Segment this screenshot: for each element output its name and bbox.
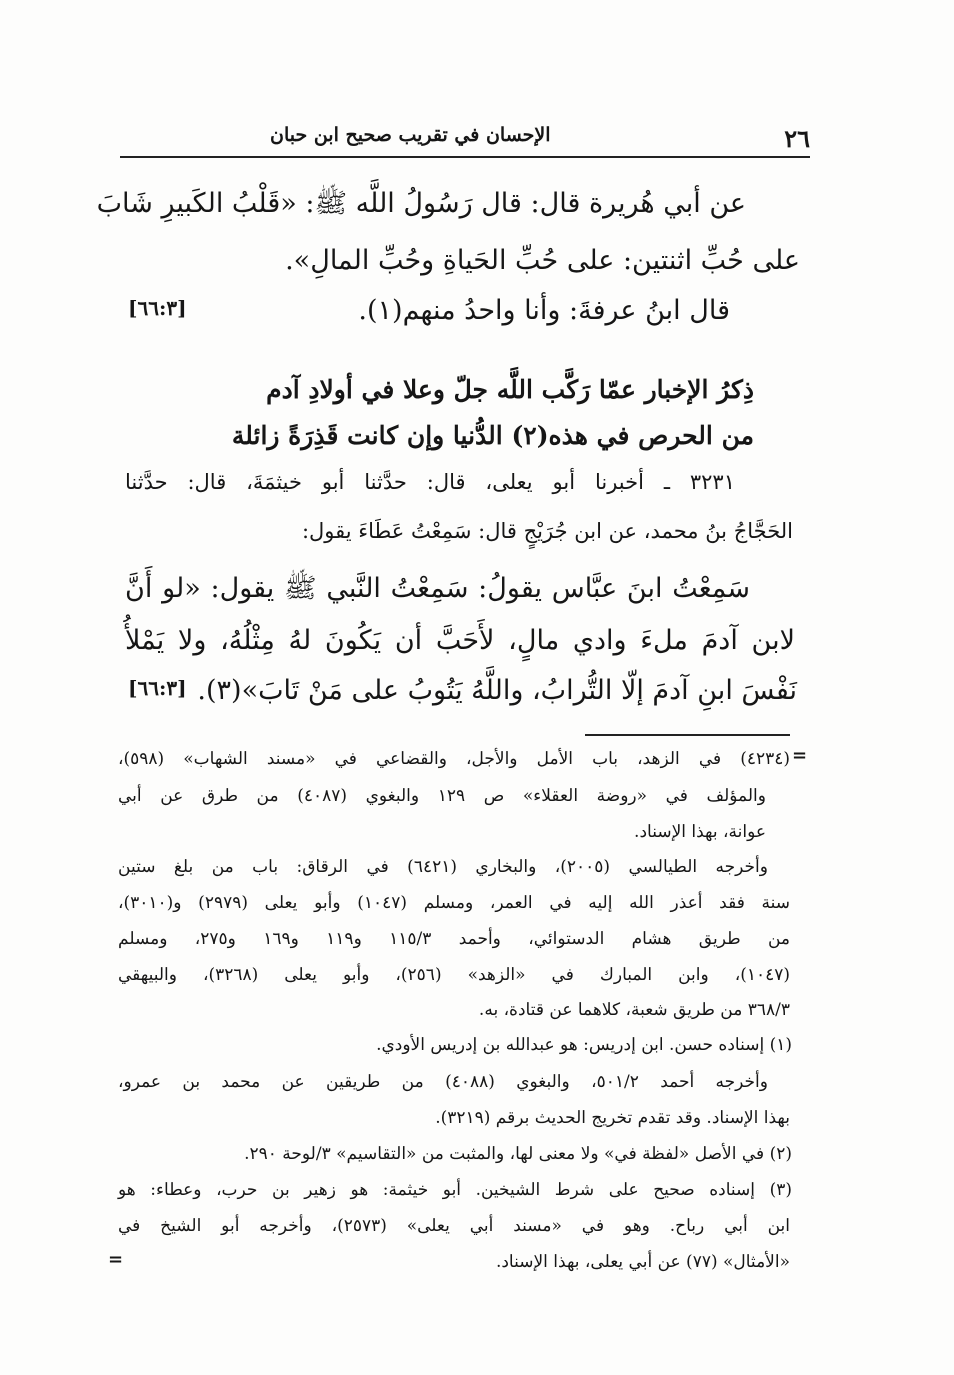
- continuation-mark: =: [792, 745, 808, 766]
- footnote-line: سنة فقد أعذر الله إليه في العمر، ومسلم (١٠٤٧) وأبو يعلى (٢٩٧٩) و(٣٠١٠)،: [118, 893, 790, 913]
- footnote-line: بهذا الإسناد. وقد تقدم تخريج الحديث برقم (٣٢١٩).: [435, 1108, 790, 1128]
- footnote-line: وأخرجه أحمد ٥٠١/٢، والبغوي (٤٠٨٨) من طريقين عن محمد بن عمرو،: [118, 1072, 768, 1092]
- continuation-mark: =: [108, 1249, 124, 1270]
- footnote-line: ابن أبي رباح. وهو في «مسند أبي يعلى» (٢٥٧٣)، وأخرجه أبو الشيخ في: [118, 1216, 790, 1236]
- footnote-line: ٣٦٨/٣ من طريق شعبة، كلاهما عن قتادة، به.: [478, 1000, 790, 1020]
- footnote-line: (٣) إسناده صحيح على شرط الشيخين. أبو خيثمة: هو زهير بن حرب، وعطاء: هو: [118, 1180, 792, 1200]
- footnote-line: (١٠٤٧)، وابن المبارك في «الزهد» (٢٥٦)، وأبو يعلى (٣٢٦٨)، والبيهقي: [118, 965, 790, 985]
- footnote-line: (٤٢٣٤) في الزهد، باب الأمل والأجل، والقضاعي في «مسند الشهاب» (٥٩٨)،: [118, 749, 790, 769]
- reference-marker: [٦٦:٣]: [128, 296, 187, 320]
- main-text-line: عن أبي هُريرة قال: قال رَسُولُ اللَّه ﷺ: «قَلْبُ الكَبيرِ شَابَ: [96, 188, 746, 219]
- footnote-line: عوانة، بهذا الإسناد.: [634, 822, 766, 842]
- hadith-text-line: لابن آدمَ ملءَ وادي مالٍ، لأَحَبَّ أن يَكُونَ لهُ مِثْلُهُ، ولا يَمْلأُ: [125, 625, 795, 656]
- page-number: ٢٦: [784, 124, 810, 153]
- footnote-line: «الأمثال» (٧٧) عن أبي يعلى، بهذا الإسناد.: [495, 1252, 790, 1272]
- hadith-chain-line: الحَجَّاجُ بنُ محمد، عن ابن جُرَيْجٍ قال: سَمِعْتُ عَطَاءَ يقول:: [301, 519, 793, 543]
- section-heading: من الحرص في هذه(٢) الدُّنيا وإن كانت قَذِرَةً زائلة: [231, 421, 754, 450]
- footnote-line: (٢) في الأصل «لفظة في» ولا معنى لها، والمثبت من «التقاسيم» ٣/لوحة ٢٩٠.: [244, 1144, 792, 1164]
- reference-marker: [٦٦:٣]: [128, 676, 187, 700]
- footnote-line: والمؤلف في «روضة العقلاء» ص ١٢٩ والبغوي (٤٠٨٧) من طرق عن أبي: [118, 786, 766, 806]
- main-text-line: على حُبِّ اثنتين: على حُبِّ الحَياةِ وحُبِّ المالِ».: [285, 245, 800, 276]
- section-heading: ذِكرُ الإخبار عمّا رَكَّب اللَّه جلّ وعلا في أولادِ آدم: [266, 375, 754, 404]
- footnote-separator: [585, 734, 790, 736]
- footnote-line: وأخرجه الطيالسي (٢٠٠٥)، والبخاري (٦٤٢١) في الرقاق: باب من بلغ ستين: [118, 857, 768, 877]
- hadith-text-line: نَفْسَ ابنِ آدمَ إلّا التُّرابُ، واللَّهُ يَتُوبُ على مَنْ تَابَ»(٣).: [197, 675, 797, 706]
- footnote-line: من طريق هشام الدستوائي، وأحمد ١١٥/٣ و١١٩ و١٦٩ و٢٧٥، ومسلم: [118, 929, 790, 949]
- page-header: [120, 118, 810, 158]
- hadith-chain-line: ٣٢٣١ ـ أخبرنا أبو يعلى، قال: حدَّثنا أبو خيثمَةَ، قال: حدَّثنا: [125, 470, 735, 494]
- footnote-line: (١) إسناده حسن. ابن إدريس: هو عبدالله بن إدريس الأودي.: [376, 1035, 792, 1055]
- hadith-text-line: سَمِعْتُ ابنَ عبَّاس يقولُ: سَمِعْتُ النَّبي ﷺ يقول: «لو أَنَّ: [125, 573, 750, 604]
- running-title: الإحسان في تقريب صحيح ابن حبان: [270, 124, 551, 146]
- main-text-line: قال ابنُ عرفةَ: وأنا واحدُ منهم(١).: [358, 295, 730, 326]
